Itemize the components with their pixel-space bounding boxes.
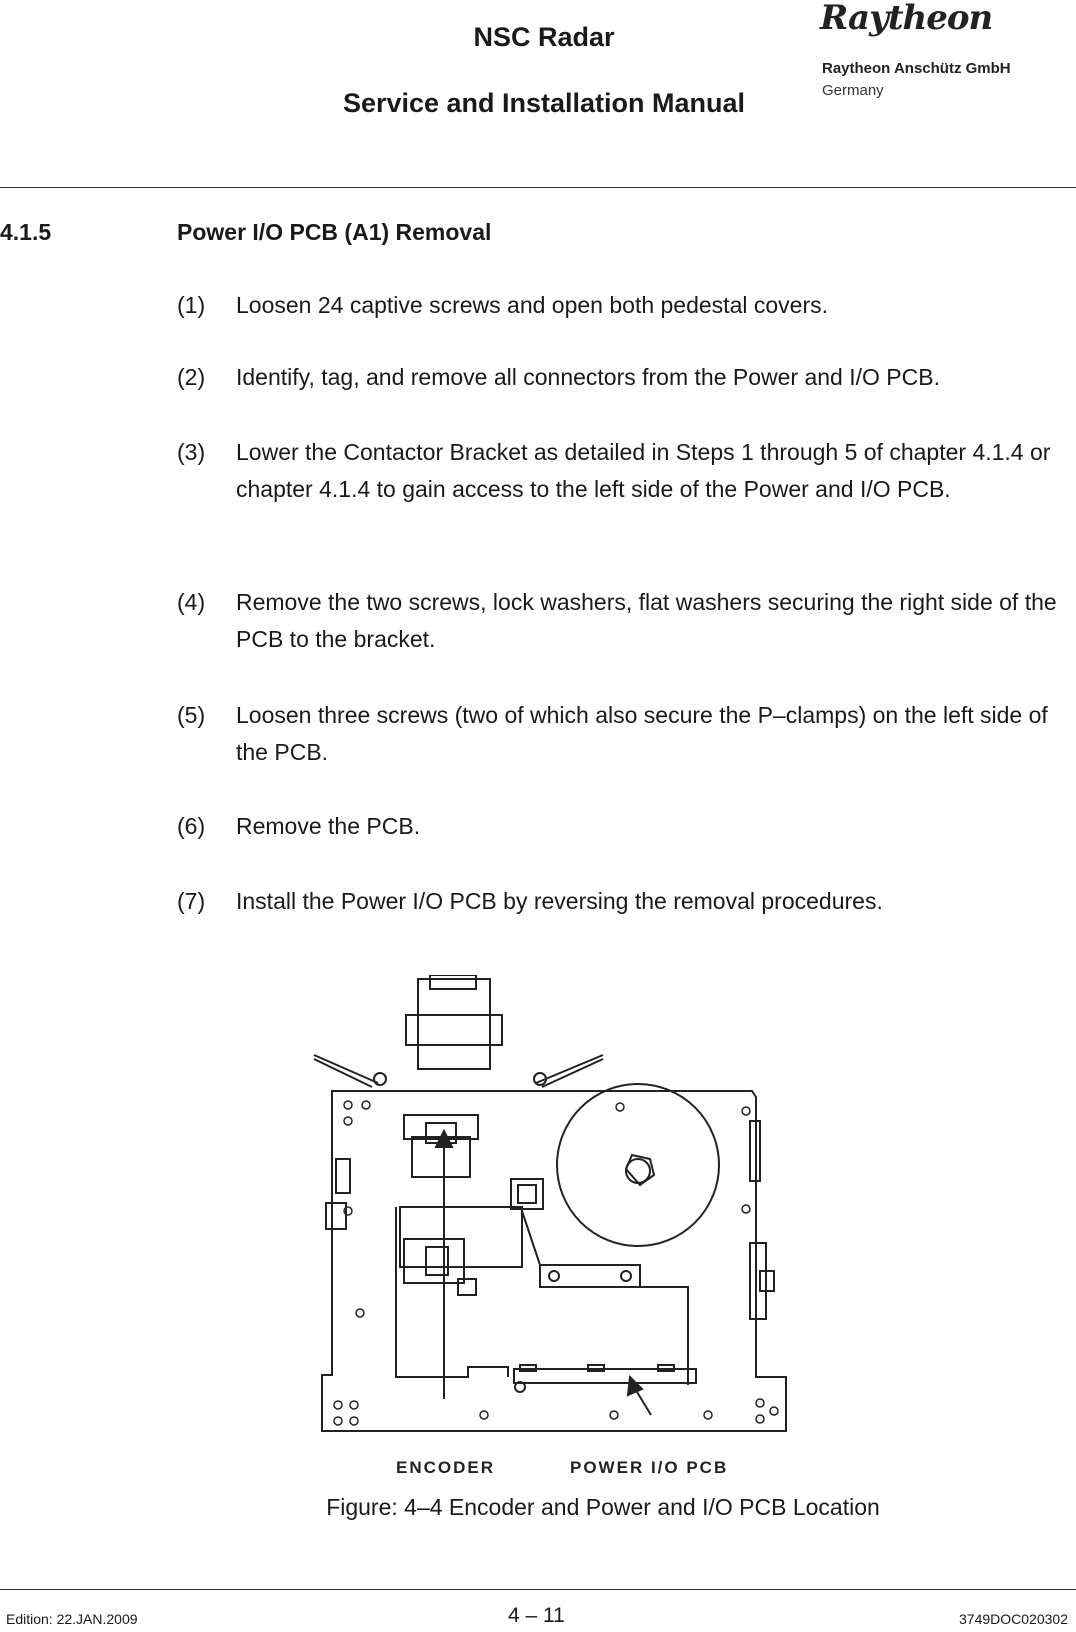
right-clamp [750, 1243, 766, 1319]
square-boss-inner [518, 1185, 536, 1203]
step-text: Lower the Contactor Bracket as detailed in Steps 1 through 5 of chapter 4.1.4 or chapter 4.1.4 to gain access to the left side of the Power and I/O PCB. [236, 439, 1051, 502]
encoder-label: ENCODER [396, 1458, 496, 1477]
left-flap [314, 1055, 378, 1087]
step-text: Remove the two screws, lock washers, flat washers securing the right side of the PCB to the bracket. [236, 589, 1057, 652]
step-number: (7) [177, 888, 206, 914]
left-clamp [336, 1159, 350, 1193]
step-number: (3) [177, 439, 206, 465]
page-number: 4 – 11 [508, 1604, 565, 1627]
document-subtitle: Service and Installation Manual [342, 88, 746, 118]
step-number: (1) [177, 292, 206, 318]
step-7 [177, 883, 1067, 920]
contactor [404, 1239, 464, 1283]
terminal-strip [540, 1265, 640, 1287]
step-text: Identify, tag, and remove all connectors from the Power and I/O PCB. [236, 364, 940, 390]
step-text: Loosen three screws (two of which also secure the P–clamps) on the left side of the PCB. [236, 702, 1048, 765]
section-number: 4.1.5 [0, 219, 52, 245]
terminal-screw [621, 1271, 631, 1281]
document-title: NSC Radar [473, 22, 615, 52]
terminal-screw [549, 1271, 559, 1281]
left-clamp [326, 1203, 346, 1229]
square-boss [511, 1179, 543, 1209]
company-country: Germany [822, 82, 884, 99]
pcb-outline [396, 1207, 508, 1377]
contactor-foot [458, 1279, 476, 1295]
step-1 [177, 287, 1067, 324]
header-divider [0, 187, 1076, 188]
step-5 [177, 697, 1067, 771]
encoder-arrow [436, 1131, 452, 1399]
wire-path [522, 1211, 688, 1385]
step-number: (6) [177, 813, 206, 839]
company-name: Raytheon Anschütz GmbH [822, 60, 1011, 77]
step-number: (2) [177, 364, 206, 390]
figure-caption: Figure: 4–4 Encoder and Power and I/O PCB Location [326, 1494, 880, 1520]
footer-divider [0, 1589, 1076, 1590]
section-title: Power I/O PCB (A1) Removal [177, 219, 492, 245]
raytheon-logo: Raytheon [820, 0, 993, 38]
large-disk [557, 1084, 719, 1246]
step-number: (5) [177, 702, 206, 728]
connector-body [406, 1015, 502, 1045]
step-number: (4) [177, 589, 206, 615]
step-text: Loosen 24 captive screws and open both pedestal covers. [236, 292, 828, 318]
document-code: 3749DOC020302 [959, 1611, 1068, 1627]
step-text: Remove the PCB. [236, 813, 421, 839]
connector-cap [430, 975, 476, 989]
step-6 [177, 808, 1067, 845]
power-io-pcb-label: POWER I/O PCB [570, 1458, 729, 1477]
edition-date: Edition: 22.JAN.2009 [6, 1611, 138, 1627]
step-text: Install the Power I/O PCB by reversing the removal procedures. [236, 888, 883, 914]
step-3 [177, 434, 1067, 508]
step-4 [177, 584, 1067, 658]
top-connector [418, 979, 490, 1069]
encoder-pcb-diagram [308, 975, 818, 1480]
step-2 [177, 359, 1067, 396]
bolt [374, 1073, 386, 1085]
contactor-bracket [400, 1207, 522, 1267]
